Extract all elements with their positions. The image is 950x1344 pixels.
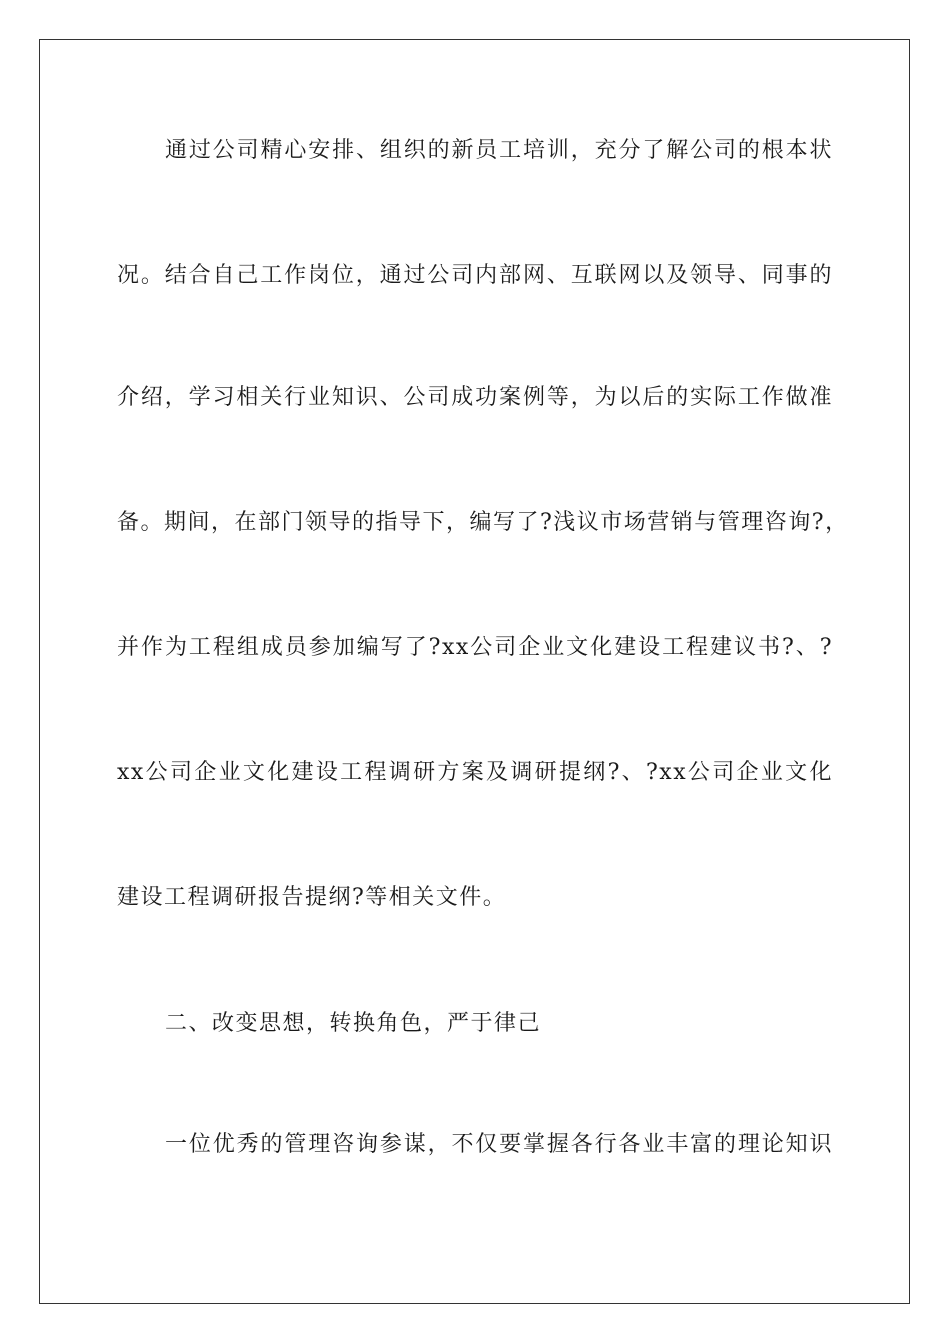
paragraph-line: 并作为工程组成员参加编写了?xx公司企业文化建设工程建议书?、? xyxy=(117,635,833,660)
page-border xyxy=(39,39,910,1304)
paragraph-line: xx公司企业文化建设工程调研方案及调研提纲?、?xx公司企业文化 xyxy=(117,760,833,785)
section-heading: 二、改变思想，转换角色，严于律己 xyxy=(165,1011,542,1036)
paragraph-line: 介绍，学习相关行业知识、公司成功案例等，为以后的实际工作做准 xyxy=(117,385,833,410)
paragraph-line: 一位优秀的管理咨询参谋，不仅要掌握各行各业丰富的理论知识 xyxy=(165,1132,833,1157)
paragraph-line: 备。期间，在部门领导的指导下，编写了?浅议市场营销与管理咨询?， xyxy=(117,510,849,535)
paragraph-line: 况。结合自己工作岗位，通过公司内部网、互联网以及领导、同事的 xyxy=(117,263,833,288)
paragraph-line: 通过公司精心安排、组织的新员工培训，充分了解公司的根本状 xyxy=(165,138,833,163)
paragraph-line: 建设工程调研报告提纲?等相关文件。 xyxy=(117,885,507,910)
